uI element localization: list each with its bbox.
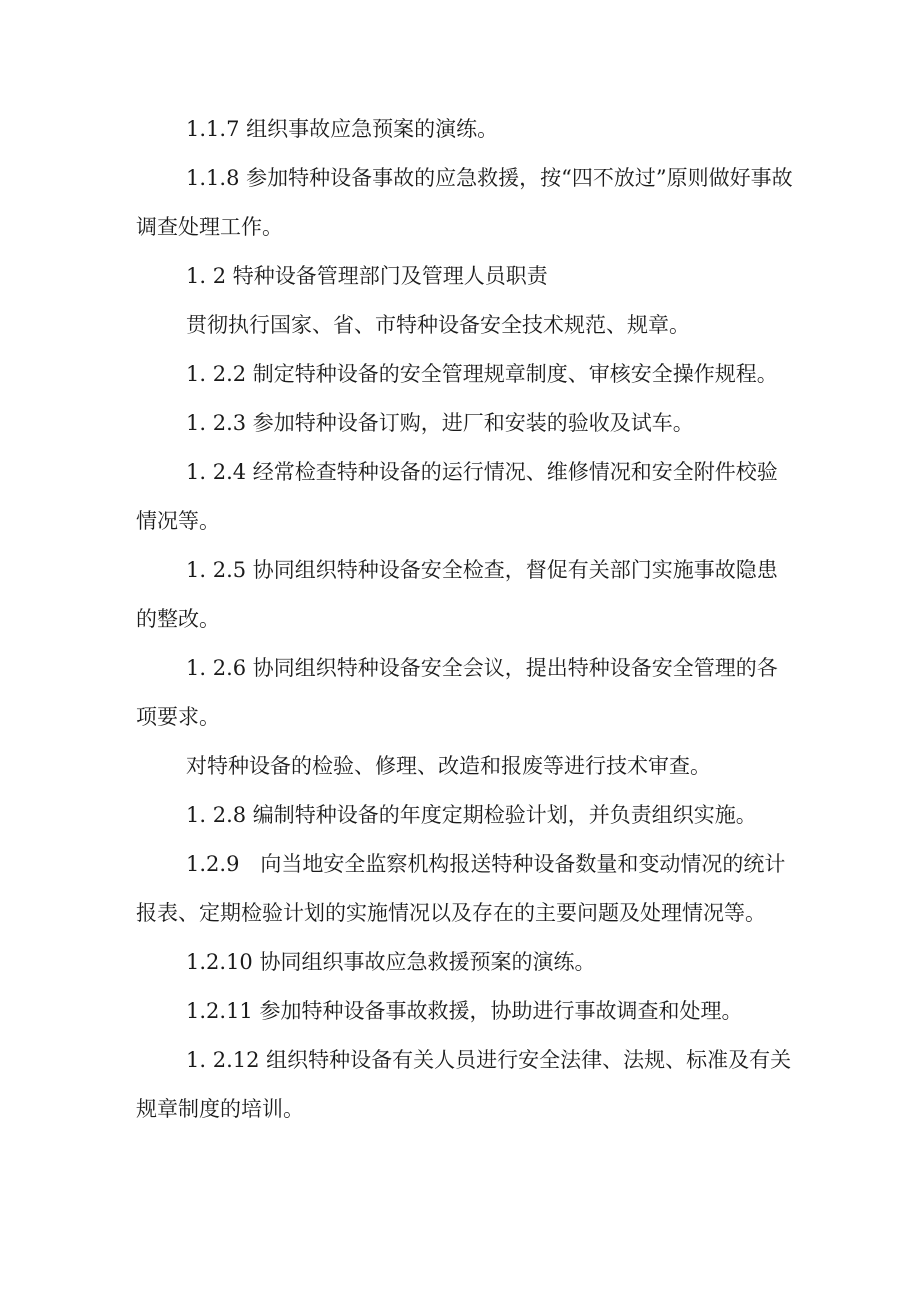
paragraph-1-2-9: 1.2.9 向当地安全监察机构报送特种设备数量和变动情况的统计报表、定期检验计划的实施情况以及存在的主要问题及处理情况等。 <box>136 852 786 925</box>
paragraph-1-2-12: 1. 2.12 组织特种设备有关人员进行安全法律、法规、标准及有关规章制度的培训。 <box>136 1048 792 1121</box>
paragraph-1-2-1: 贯彻执行国家、省、市特种设备安全技术规范、规章。 <box>186 313 690 337</box>
paragraph-1-2-8: 1. 2.8 编制特种设备的年度定期检验计划，并负责组织实施。 <box>186 803 757 827</box>
paragraph-1-1-8: 1.1.8 参加特种设备事故的应急救援，按“四不放过”原则做好事故调查处理工作。 <box>136 166 793 239</box>
paragraph-1-1-7: 1.1.7 组织事故应急预案的演练。 <box>186 117 499 141</box>
paragraph-1-2-10: 1.2.10 协同组织事故应急救援预案的演练。 <box>186 950 596 974</box>
document-body <box>136 105 796 1134</box>
paragraph-1-2-5: 1. 2.5 协同组织特种设备安全检查，督促有关部门实施事故隐患的整改。 <box>136 558 778 631</box>
paragraph-1-2-4: 1. 2.4 经常检查特种设备的运行情况、维修情况和安全附件校验情况等。 <box>136 460 778 533</box>
paragraph-1-2-7: 对特种设备的检验、修理、改造和报废等进行技术审查。 <box>186 754 711 778</box>
paragraph-1-2-6: 1. 2.6 协同组织特种设备安全会议，提出特种设备安全管理的各项要求。 <box>136 656 778 729</box>
section-heading-1-2: 1. 2 特种设备管理部门及管理人员职责 <box>186 264 548 288</box>
paragraph-1-2-11: 1.2.11 参加特种设备事故救援，协助进行事故调查和处理。 <box>186 999 743 1023</box>
paragraph-1-2-2: 1. 2.2 制定特种设备的安全管理规章制度、审核安全操作规程。 <box>186 362 778 386</box>
paragraph-1-2-3: 1. 2.3 参加特种设备订购，进厂和安装的验收及试车。 <box>186 411 694 435</box>
